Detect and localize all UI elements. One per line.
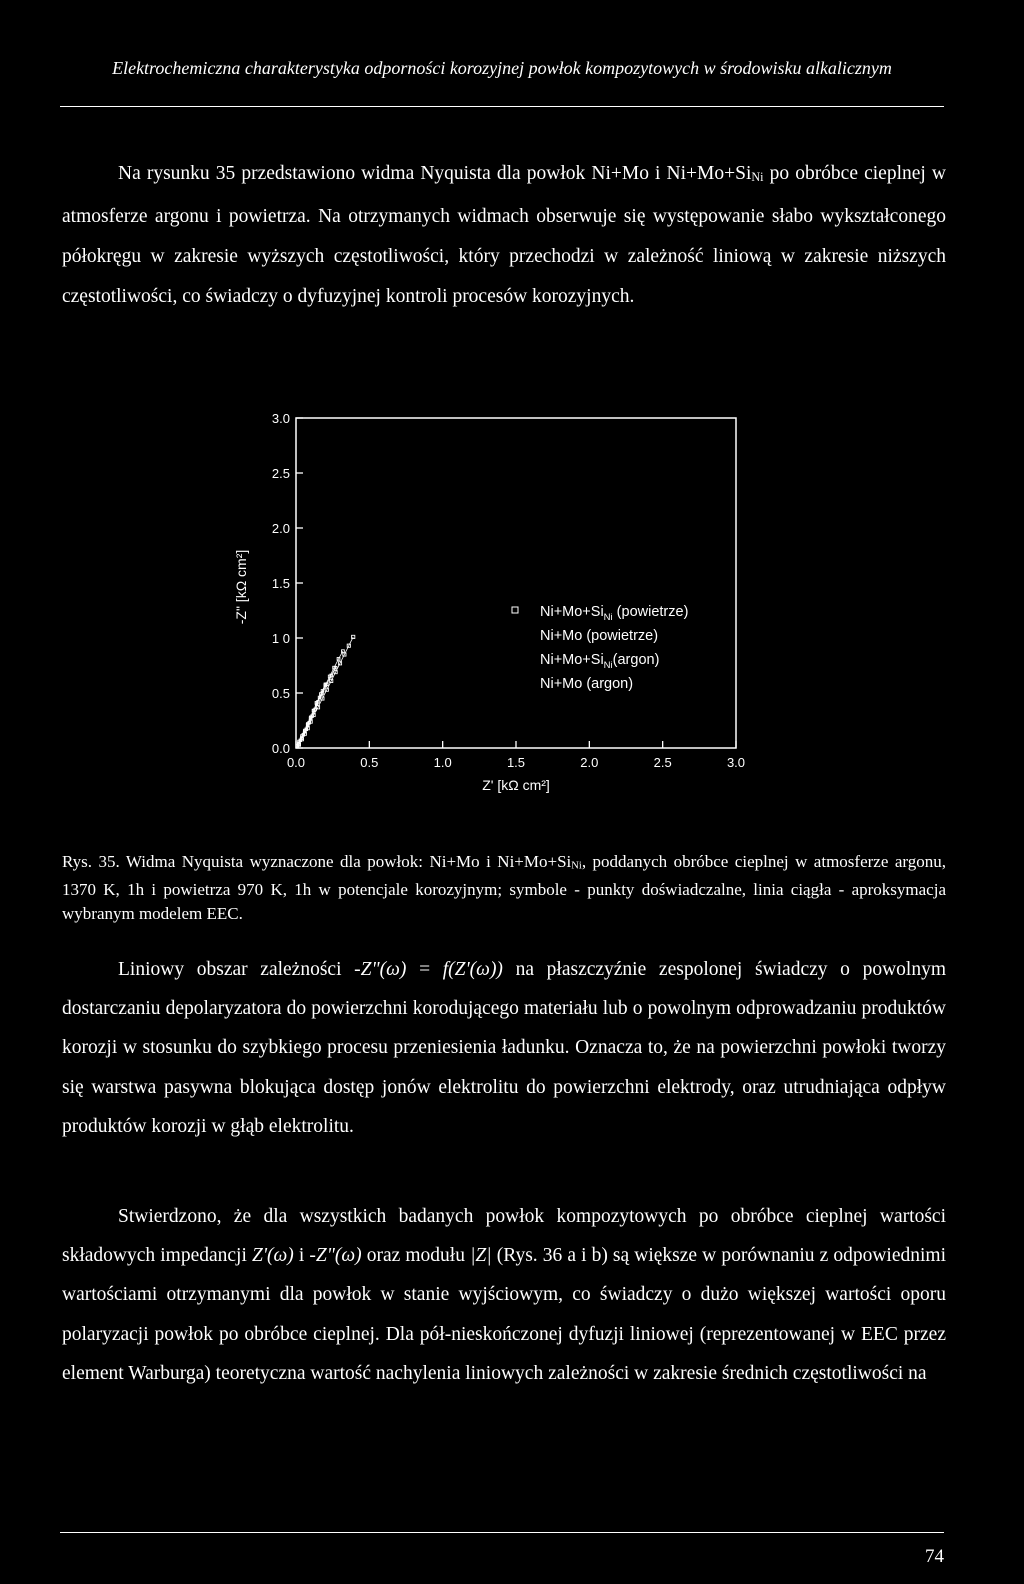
plot-frame xyxy=(296,418,736,748)
paragraph-4-text-d: (Rys. 36 a i b) są większe w porównaniu z odpowiednimi wartościami otrzymanymi dla powłok w stanie wyjściowym, co świadczy o dużo większej wartości oporu polaryzacji powłok po obróbce cieplnej. Dla pół-nieskończonej dyfuzji liniowej (reprezentowanej w EEC przez element Warburga) teoretyczna wartość nachylenia liniowych zależności w zakresie średnich częstotliwości na xyxy=(62,1245,946,1384)
x-tick-label: 0.5 xyxy=(360,755,379,770)
paragraph-1-subscript: Ni xyxy=(751,169,764,184)
paragraph-4-text-b: i - xyxy=(293,1245,316,1267)
x-tick-label: 0.0 xyxy=(286,755,306,770)
paragraph-3-z-imag: Z"(ω) xyxy=(360,959,407,980)
footer-rule xyxy=(60,1532,944,1533)
x-tick-label: 1.5 xyxy=(506,755,526,770)
paragraph-4-text-c: oraz modułu xyxy=(361,1245,471,1267)
legend-entry: Ni+Mo (argon) xyxy=(540,676,634,692)
paragraph-4-modulus: |Z| xyxy=(470,1245,492,1267)
legend-entry: $Ni+Mo+Si_{Ni}(argon)$ xyxy=(540,652,660,671)
running-header: Elektrochemiczna charakterystyka odporności korozyjnej powłok kompozytowych w środowisku alkalicznym xyxy=(112,58,892,78)
paragraph-3-text-c: na płaszczyźnie zespolonej świadczy o powolnym dostarczaniu depolaryzatora do powierzchni korodującego materiału lub o powolnym odprowadzaniu produktów korozji w stosunku do szybkiego procesu przeniesienia ładunku. Oznacza to, że na powierzchni powłoki tworzy się warstwa pasywna blokująca dostęp jonów elektrolitu do powierzchni elektrody, oraz utrudniająca odpływ produktów korozji w głąb elektrolitu. xyxy=(62,959,946,1137)
paragraph-3-function: f(Z'(ω)) xyxy=(442,959,503,980)
legend-entry: Ni+Mo (powietrze) xyxy=(540,628,659,644)
paragraph-4-z-imag: Z"(ω) xyxy=(315,1245,362,1267)
paragraph-4-text-a: Stwierdzono, że dla wszystkich badanych powłok kompozytowych po obróbce cieplnej wartości składowych impedancji xyxy=(62,1206,946,1267)
paragraph-1-text-b: po obróbce cieplnej w atmosferze argonu i powietrza. Na otrzymanych widmach obserwuje się występowanie słabo wykształconego półokręgu w zakresie wyższych częstotliwości, który przechodzi w zależność liniową w zakresie niższych częstotliwości, co świadczy o dyfuzyjnej kontroli procesów korozyjnych. xyxy=(62,163,946,307)
paragraph-4-z-real: Z'(ω) xyxy=(251,1245,294,1267)
y-tick-label: 0.5 xyxy=(271,686,290,701)
x-axis-label: Z' [kΩ cm²] xyxy=(482,777,550,793)
y-tick-label: 3.0 xyxy=(271,411,290,426)
paragraph-3 xyxy=(62,950,946,1146)
page-number: 74 xyxy=(925,1546,944,1567)
paragraph-3-text-a: Liniowy obszar zależności - xyxy=(118,959,361,980)
y-tick-label: 1 0 xyxy=(271,631,290,646)
y-tick-label: 2.5 xyxy=(271,466,290,481)
caption-text-a: Rys. 35. Widma Nyquista wyznaczone dla powłok: Ni+Mo i Ni+Mo+Si xyxy=(62,852,572,871)
paragraph-1-text-a: Na rysunku 35 przedstawiono widma Nyquista dla powłok Ni+Mo i Ni+Mo+Si xyxy=(118,163,752,184)
figure-caption xyxy=(62,850,946,925)
x-tick-label: 1.0 xyxy=(433,755,452,770)
legend-entry: $Ni+Mo+Si_{Ni}$ (powietrze) xyxy=(540,604,689,623)
x-tick-label: 2.0 xyxy=(580,755,599,770)
y-tick-label: 1.5 xyxy=(271,576,290,591)
paragraph-4 xyxy=(62,1197,946,1393)
paragraph-3-text-b: = xyxy=(406,959,443,980)
caption-subscript: Ni xyxy=(571,860,582,872)
x-tick-label: 3.0 xyxy=(726,755,746,770)
caption-text-b: , poddanych obróbce cieplnej w atmosferze argonu, 1370 K, 1h i powietrza 970 K, 1h w potencjale korozyjnym; symbole - punkty doświadczalne, linia ciągła - aproksymacja wybranym modelem EEC. xyxy=(62,852,946,923)
y-tick-label: 2.0 xyxy=(271,521,290,536)
x-tick-label: 2.5 xyxy=(653,755,672,770)
y-axis-label: -Z" [kΩ cm²] xyxy=(233,549,249,625)
y-tick-label: 0.0 xyxy=(271,741,290,756)
legend-marker xyxy=(512,607,518,613)
